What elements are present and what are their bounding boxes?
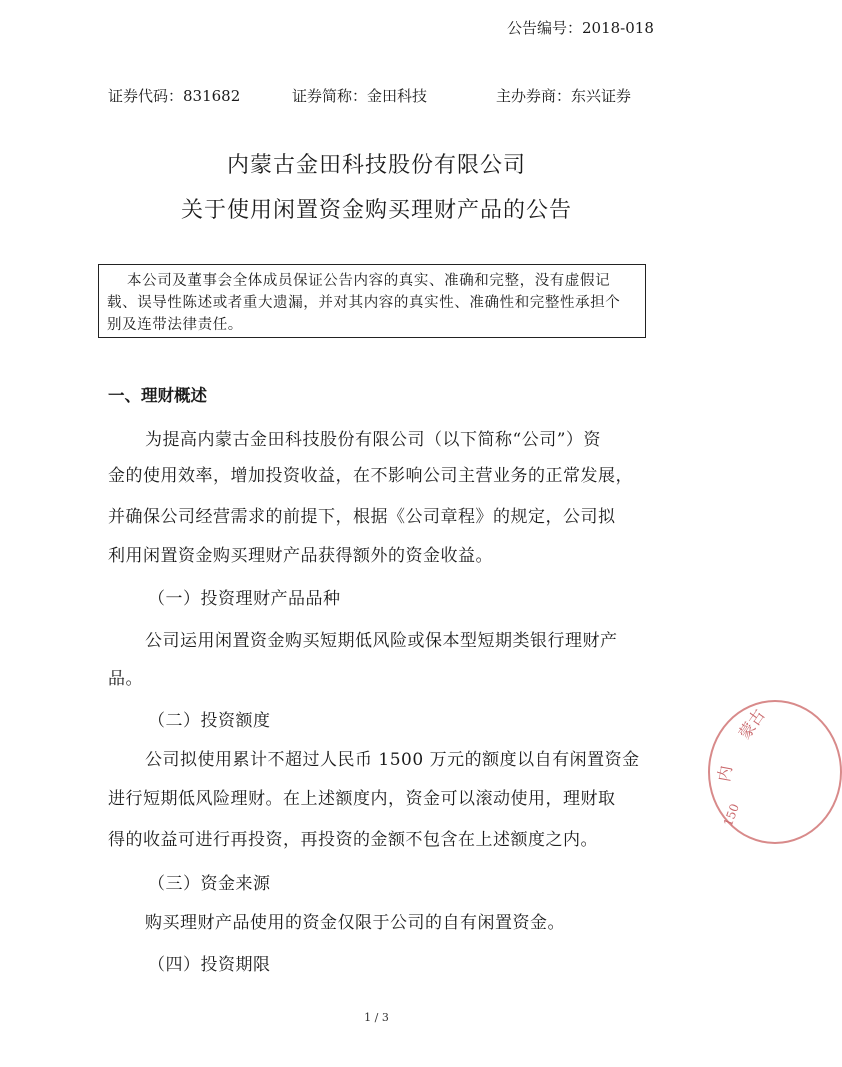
document-title-line2: 关于使用闲置资金购买理财产品的公告 <box>180 198 572 223</box>
paragraph-line: 公司运用闲置资金购买短期低风险或保本型短期类银行理财产 <box>145 631 618 651</box>
paragraph-line: 购买理财产品使用的资金仅限于公司的自有闲置资金。 <box>145 913 565 933</box>
seal-text-top: 蒙古 <box>734 705 769 743</box>
subsection-heading: （三）资金来源 <box>148 874 271 894</box>
section-heading: 一、理财概述 <box>108 386 207 405</box>
paragraph-line: 为提高内蒙古金田科技股份有限公司（以下简称“公司”）资 <box>145 430 601 450</box>
paragraph-line: 进行短期低风险理财。在上述额度内，资金可以滚动使用，理财取 <box>108 789 616 809</box>
paragraph-line: 公司拟使用累计不超过人民币 1500 万元的额度以自有闲置资金 <box>145 750 640 770</box>
document-title-line1: 内蒙古金田科技股份有限公司 <box>226 153 526 178</box>
stock-name: 证券简称：金田科技 <box>292 87 428 105</box>
subsection-heading: （四）投资期限 <box>148 955 271 975</box>
paragraph-line: 品。 <box>108 669 143 689</box>
stock-code: 证券代码：831682 <box>108 87 241 105</box>
page-number: 1 / 3 <box>364 1011 389 1024</box>
disclaimer-line-1: 本公司及董事会全体成员保证公告内容的真实、准确和完整，没有虚假记 <box>127 273 611 289</box>
subsection-heading: （二）投资额度 <box>148 711 271 731</box>
seal-text-side: 内 <box>714 764 736 784</box>
paragraph-line: 金的使用效率，增加投资收益，在不影响公司主营业务的正常发展， <box>108 466 633 486</box>
paragraph-line: 并确保公司经营需求的前提下，根据《公司章程》的规定，公司拟 <box>108 507 616 527</box>
seal-number: 150 <box>720 801 742 829</box>
paragraph-line: 得的收益可进行再投资，再投资的金额不包含在上述额度之内。 <box>108 830 598 850</box>
disclaimer-line-2: 载、误导性陈述或者重大遗漏，并对其内容的真实性、准确性和完整性承担个 <box>107 295 621 311</box>
disclaimer-line-3: 别及连带法律责任。 <box>107 317 243 333</box>
disclaimer-box <box>98 264 646 338</box>
sponsor-broker: 主办券商：东兴证券 <box>496 87 632 105</box>
paragraph-line: 利用闲置资金购买理财产品获得额外的资金收益。 <box>108 546 493 566</box>
announcement-number: 公告编号：2018-018 <box>507 19 654 37</box>
subsection-heading: （一）投资理财产品品种 <box>148 589 341 609</box>
